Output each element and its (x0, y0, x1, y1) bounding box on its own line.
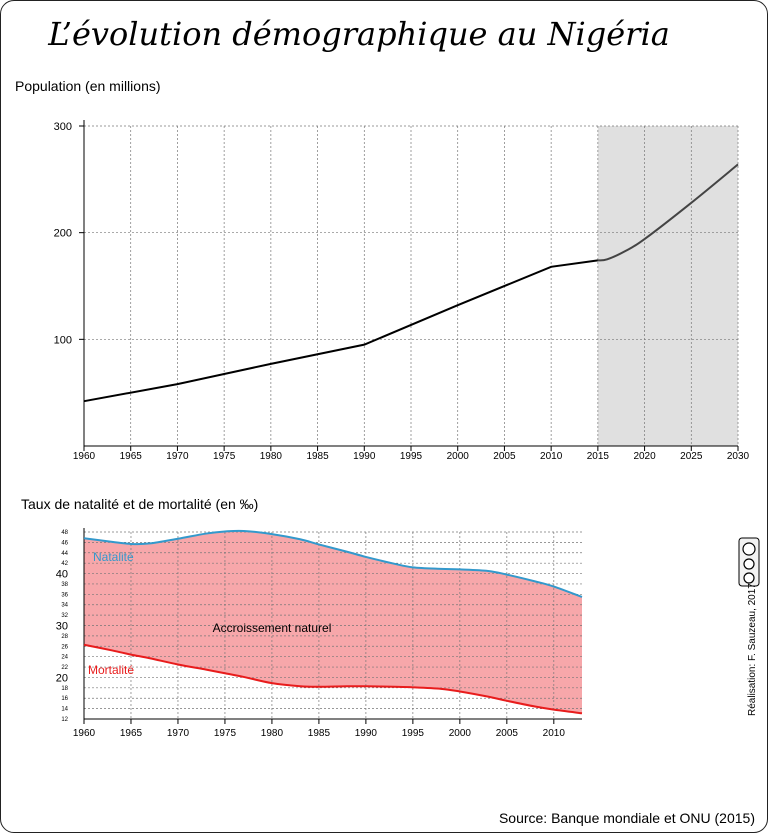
y-tick-label-minor: 38 (61, 581, 68, 588)
y-tick-label-minor: 42 (61, 561, 68, 568)
x-tick-label: 2020 (633, 451, 656, 462)
projection-shading (598, 126, 738, 446)
x-tick-label: 1995 (401, 728, 424, 739)
x-tick-label: 1960 (72, 451, 96, 462)
y-tick-label-minor: 48 (61, 530, 68, 536)
x-tick-label: 1970 (166, 451, 189, 462)
y-tick-label-minor: 32 (61, 613, 68, 620)
x-tick-label: 1980 (260, 728, 284, 739)
x-tick-label: 1965 (119, 451, 142, 462)
y-tick-label-minor: 14 (61, 706, 68, 713)
by-symbol-icon (744, 559, 754, 569)
natural-growth-label: Accroissement naturel (212, 621, 332, 635)
death-rate-label: Mortalité (88, 663, 135, 677)
x-tick-label: 1985 (306, 451, 329, 462)
rates-chart-title: Taux de natalité et de mortalité (en ‰) (21, 496, 259, 512)
source-text: Source: Banque mondiale et ONU (2015) (498, 810, 755, 826)
x-tick-label: 2005 (495, 728, 518, 739)
x-tick-label: 1965 (119, 728, 143, 739)
population-observed-line (84, 260, 598, 401)
y-tick-label-minor: 28 (61, 633, 68, 640)
x-tick-label: 1980 (259, 451, 282, 462)
figure-svg (1, 1, 768, 833)
x-tick-label: 2010 (540, 451, 563, 462)
y-tick-label-minor: 12 (61, 717, 68, 723)
y-tick-label-major: 30 (55, 620, 68, 633)
x-tick-label: 2000 (448, 728, 471, 739)
x-tick-label: 1970 (166, 728, 190, 739)
birth-rate-label: Natalité (93, 550, 134, 564)
y-tick-label-minor: 34 (61, 602, 68, 609)
x-tick-label: 2025 (680, 451, 703, 462)
x-tick-label: 1975 (213, 451, 236, 462)
x-tick-label: 1990 (353, 451, 376, 462)
population-chart (54, 120, 750, 462)
x-tick-label: 2015 (586, 451, 609, 462)
x-tick-label: 2000 (446, 451, 469, 462)
population-chart-title: Population (en millions) (15, 78, 161, 94)
x-tick-label: 1975 (213, 728, 237, 739)
cc-symbol-icon (743, 543, 755, 555)
main-title: L’évolution démographique au Nigéria (48, 15, 670, 53)
y-tick-label: 300 (53, 121, 72, 133)
y-tick-label-minor: 22 (61, 665, 68, 672)
y-tick-label-minor: 44 (61, 550, 68, 557)
y-tick-label-minor: 26 (61, 644, 68, 651)
x-tick-label: 2010 (542, 728, 565, 739)
sa-symbol-icon (744, 573, 754, 583)
y-tick-label-minor: 18 (61, 685, 68, 692)
license-badge (739, 538, 759, 586)
y-tick-label: 200 (53, 227, 72, 240)
x-tick-label: 1990 (354, 728, 378, 739)
y-tick-label-minor: 46 (61, 540, 68, 547)
y-tick-label-major: 20 (55, 672, 68, 685)
y-tick-label: 100 (53, 334, 72, 347)
x-tick-label: 1985 (307, 728, 331, 739)
y-tick-label-minor: 24 (61, 654, 68, 661)
x-tick-label: 1960 (72, 728, 96, 739)
rates-chart (56, 528, 582, 739)
x-tick-label: 2005 (493, 451, 516, 462)
y-tick-label-minor: 36 (61, 592, 68, 599)
y-tick-label-minor: 16 (61, 696, 68, 703)
x-tick-label: 1995 (399, 451, 423, 462)
x-tick-label: 2030 (726, 451, 750, 462)
y-tick-label-major: 40 (55, 568, 68, 581)
credit-text: Réalisation: F. Sauzeau, 2017 (747, 583, 758, 716)
